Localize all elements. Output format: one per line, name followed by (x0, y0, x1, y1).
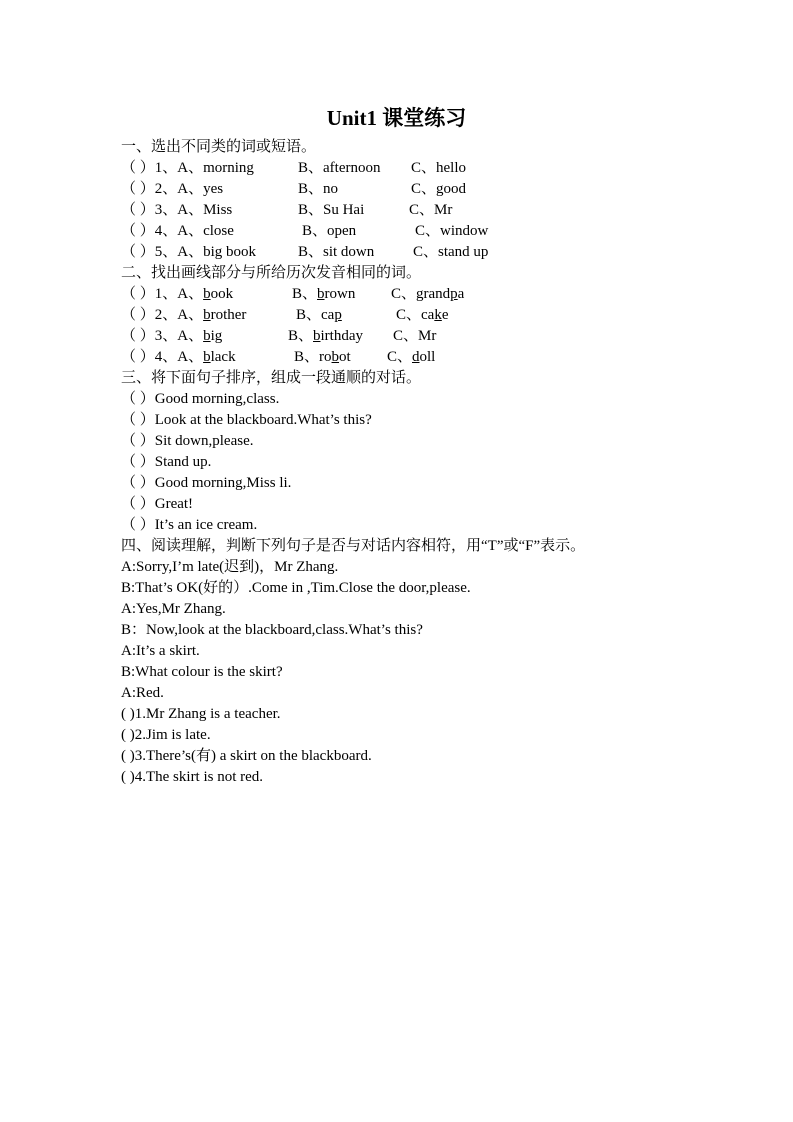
section2-heading: 二、找出画线部分与所给历次发音相同的词。 (121, 265, 422, 281)
dialogue-order-item: （ ）Sit down,please. (121, 433, 254, 449)
judgement-question: ( )3.There’s(有) a skirt on the blackboard. (121, 748, 372, 764)
judgement-question: ( )1.Mr Zhang is a teacher. (121, 706, 281, 722)
underlined-letter: p (450, 286, 458, 302)
underlined-letter: k (434, 307, 442, 323)
item-prefix: （ ）1、A、 (121, 286, 204, 302)
section1-item (121, 200, 681, 221)
item-prefix: （ ）1、A、morning (121, 160, 254, 176)
option-b (288, 326, 363, 347)
option-c-prefix: C、grand (391, 286, 451, 302)
underlined-letter: b (203, 307, 211, 323)
dialogue-order-item: （ ）Great! (121, 496, 194, 512)
option-c-prefix: C、ca (396, 307, 435, 323)
dialogue-order-item: （ ）Look at the blackboard.What’s this? (121, 412, 372, 428)
judgement-question: ( )4.The skirt is not red. (121, 769, 264, 785)
underlined-letter: b (317, 286, 325, 302)
underlined-letter: b (331, 349, 340, 365)
item-prefix: （ ）2、A、 (121, 307, 204, 323)
section2-item (121, 305, 681, 326)
dialogue-order-item: （ ）It’s an ice cream. (121, 517, 258, 533)
worksheet-content (121, 137, 681, 788)
item-prefix: （ ）3、A、 (121, 328, 204, 344)
section1-item (121, 179, 681, 200)
section1-item (121, 158, 681, 179)
option-b-prefix: B、ro (294, 349, 332, 365)
option-b: B、no (298, 181, 339, 197)
word-rest: oll (419, 349, 436, 365)
page-title: Unit1 课堂练习 (326, 106, 467, 130)
section2-item (121, 326, 681, 347)
underlined-letter: b (313, 328, 321, 344)
option-b-prefix: B、 (292, 286, 318, 302)
word-rest: e (441, 307, 449, 323)
section1-item (121, 221, 681, 242)
dialogue-line: B:That’s OK(好的）.Come in ,Tim.Close the door,please. (121, 580, 471, 596)
word-rest: rown (324, 286, 356, 302)
section1-heading: 一、选出不同类的词或短语。 (121, 139, 317, 155)
section2-item (121, 347, 681, 368)
option-c: C、window (415, 223, 489, 239)
option-b (296, 305, 342, 326)
word-rest: rother (210, 307, 247, 323)
option-b: B、open (302, 223, 357, 239)
option-c: C、Mr (409, 202, 453, 218)
dialogue-line: A:Yes,Mr Zhang. (121, 601, 226, 617)
option-b: B、Su Hai (298, 202, 365, 218)
underlined-letter: p (334, 307, 342, 323)
option-b-prefix: B、ca (296, 307, 335, 323)
dialogue-order-item: （ ）Good morning,class. (121, 391, 280, 407)
word-rest: ig (210, 328, 223, 344)
option-c (387, 347, 435, 368)
item-prefix: （ ）4、A、close (121, 223, 234, 239)
word-rest: ot (339, 349, 351, 365)
option-c (396, 305, 449, 326)
dialogue-line: A:Sorry,I’m late(迟到)，Mr Zhang. (121, 559, 339, 575)
dialogue-line: A:It’s a skirt. (121, 643, 200, 659)
item-option-a (121, 347, 236, 368)
word-rest: irthday (320, 328, 364, 344)
judgement-question: ( )2.Jim is late. (121, 727, 211, 743)
option-c: C、stand up (413, 244, 489, 260)
item-option-a (121, 305, 246, 326)
section2-item (121, 284, 681, 305)
dialogue-line: B：Now,look at the blackboard,class.What’s this? (121, 622, 423, 638)
section1-item (121, 242, 681, 263)
option-c: C、good (411, 181, 467, 197)
item-prefix: （ ）3、A、Miss (121, 202, 233, 218)
option-b: B、afternoon (298, 160, 381, 176)
word-rest: ook (210, 286, 234, 302)
underlined-letter: d (412, 349, 420, 365)
dialogue-line: B:What colour is the skirt? (121, 664, 283, 680)
section3-heading: 三、将下面句子排序，组成一段通顺的对话。 (121, 370, 422, 386)
option-c: C、hello (411, 160, 466, 176)
item-option-a (121, 284, 233, 305)
item-prefix: （ ）5、A、big book (121, 244, 257, 260)
underlined-letter: b (203, 328, 211, 344)
option-b (292, 284, 355, 305)
option-b: B、sit down (298, 244, 375, 260)
dialogue-line: A:Red. (121, 685, 164, 701)
option-c-prefix: C、Mr (393, 328, 437, 344)
word-rest: lack (210, 349, 236, 365)
option-c-prefix: C、 (387, 349, 413, 365)
option-c (391, 284, 464, 305)
underlined-letter: b (203, 286, 211, 302)
dialogue-order-item: （ ）Stand up. (121, 454, 212, 470)
item-prefix: （ ）4、A、 (121, 349, 204, 365)
item-option-a (121, 326, 222, 347)
option-b (294, 347, 351, 368)
dialogue-order-item: （ ）Good morning,Miss li. (121, 475, 292, 491)
option-c (393, 326, 436, 347)
section4-heading: 四、阅读理解，判断下列句子是否与对话内容相符，用“T”或“F”表示。 (121, 538, 586, 554)
word-rest: a (457, 286, 465, 302)
item-prefix: （ ）2、A、yes (121, 181, 224, 197)
option-b-prefix: B、 (288, 328, 314, 344)
underlined-letter: b (203, 349, 211, 365)
